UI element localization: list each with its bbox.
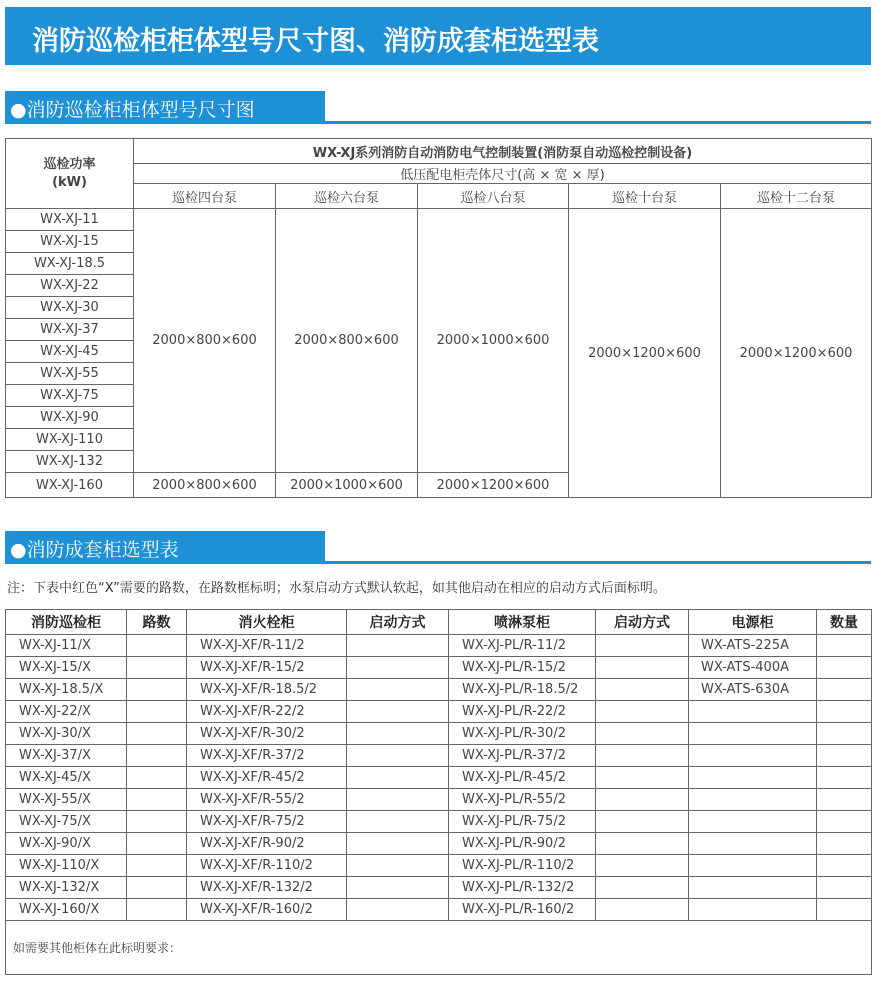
input-cell[interactable] bbox=[347, 855, 449, 877]
input-cell[interactable] bbox=[596, 899, 689, 921]
model-cell: WX-XJ-160/X bbox=[6, 899, 127, 921]
column-header-cell: 启动方式 bbox=[347, 610, 449, 635]
input-cell[interactable] bbox=[347, 745, 449, 767]
input-cell[interactable] bbox=[817, 679, 872, 701]
table-row bbox=[6, 679, 872, 701]
model-cell: WX-XJ-45 bbox=[6, 341, 134, 363]
table-header-row bbox=[6, 184, 872, 209]
power-header-cell: 巡检功率 (kW) bbox=[6, 139, 134, 209]
column-header-cell: 启动方式 bbox=[596, 610, 689, 635]
table-row bbox=[6, 811, 872, 833]
column-header-cell: 消火栓柜 bbox=[187, 610, 347, 635]
model-cell: WX-XJ-18.5 bbox=[6, 253, 134, 275]
model-cell: WX-XJ-90 bbox=[6, 407, 134, 429]
model-cell: WX-XJ-11 bbox=[6, 209, 134, 231]
size-cell: 2000×1000×600 bbox=[276, 473, 418, 498]
model-cell: WX-XJ-110 bbox=[6, 429, 134, 451]
input-cell[interactable] bbox=[817, 701, 872, 723]
size-cell: 2000×800×600 bbox=[134, 473, 276, 498]
model-cell: WX-XJ-PL/R-11/2 bbox=[449, 635, 596, 657]
column-header-cell: 电源柜 bbox=[689, 610, 817, 635]
column-header-cell: 巡检八台泵 bbox=[418, 184, 569, 209]
input-cell[interactable] bbox=[817, 657, 872, 679]
section-divider bbox=[5, 121, 871, 124]
table-row bbox=[6, 209, 872, 231]
model-cell: WX-XJ-PL/R-37/2 bbox=[449, 745, 596, 767]
dimension-header-cell: 低压配电柜壳体尺寸(高 × 宽 × 厚) bbox=[134, 164, 872, 184]
input-cell[interactable] bbox=[596, 723, 689, 745]
model-cell: WX-XJ-PL/R-45/2 bbox=[449, 767, 596, 789]
model-cell: WX-ATS-225A bbox=[689, 635, 817, 657]
model-cell: WX-XJ-XF/R-160/2 bbox=[187, 899, 347, 921]
model-cell: WX-ATS-630A bbox=[689, 679, 817, 701]
input-cell[interactable] bbox=[596, 745, 689, 767]
input-cell[interactable] bbox=[596, 811, 689, 833]
section-divider bbox=[5, 561, 871, 564]
input-cell[interactable] bbox=[127, 789, 187, 811]
model-cell: WX-XJ-XF/R-30/2 bbox=[187, 723, 347, 745]
model-cell: WX-XJ-XF/R-75/2 bbox=[187, 811, 347, 833]
size-cell: 2000×800×600 bbox=[276, 209, 418, 473]
input-cell[interactable] bbox=[596, 877, 689, 899]
input-cell[interactable] bbox=[596, 833, 689, 855]
input-cell[interactable] bbox=[347, 679, 449, 701]
input-cell[interactable] bbox=[817, 899, 872, 921]
size-cell: 2000×1200×600 bbox=[569, 209, 721, 498]
table-row bbox=[6, 899, 872, 921]
column-header-cell: 巡检十二台泵 bbox=[721, 184, 872, 209]
table-row bbox=[6, 855, 872, 877]
input-cell[interactable] bbox=[127, 679, 187, 701]
input-cell[interactable] bbox=[347, 701, 449, 723]
input-cell[interactable] bbox=[347, 833, 449, 855]
input-cell[interactable] bbox=[817, 811, 872, 833]
model-cell: WX-XJ-55 bbox=[6, 363, 134, 385]
model-cell: WX-XJ-37 bbox=[6, 319, 134, 341]
model-cell: WX-XJ-XF/R-132/2 bbox=[187, 877, 347, 899]
input-cell[interactable] bbox=[347, 635, 449, 657]
table-title-cell: WX-XJ系列消防自动消防电气控制装置(消防泵自动巡检控制设备) bbox=[134, 139, 872, 164]
input-cell[interactable] bbox=[596, 635, 689, 657]
model-cell: WX-XJ-160 bbox=[6, 473, 134, 498]
size-cell: 2000×800×600 bbox=[134, 209, 276, 473]
model-cell: WX-XJ-132 bbox=[6, 451, 134, 473]
table-row bbox=[6, 723, 872, 745]
section-title-selection: ●消防成套柜选型表 bbox=[10, 539, 179, 561]
model-cell bbox=[689, 855, 817, 877]
requirement-cell[interactable]: 如需要其他柜体在此标明要求： bbox=[6, 921, 872, 975]
input-cell[interactable] bbox=[347, 767, 449, 789]
model-cell: WX-XJ-15 bbox=[6, 231, 134, 253]
input-cell[interactable] bbox=[127, 811, 187, 833]
section-title-dimensions: ●消防巡检柜柜体型号尺寸图 bbox=[10, 99, 255, 121]
column-header-cell: 消防巡检柜 bbox=[6, 610, 127, 635]
model-cell bbox=[689, 833, 817, 855]
table-row bbox=[6, 657, 872, 679]
input-cell[interactable] bbox=[817, 855, 872, 877]
model-cell: WX-XJ-18.5/X bbox=[6, 679, 127, 701]
input-cell[interactable] bbox=[127, 899, 187, 921]
model-cell: WX-XJ-PL/R-75/2 bbox=[449, 811, 596, 833]
input-cell[interactable] bbox=[817, 789, 872, 811]
input-cell[interactable] bbox=[347, 657, 449, 679]
model-cell bbox=[689, 899, 817, 921]
model-cell: WX-XJ-PL/R-110/2 bbox=[449, 855, 596, 877]
section-header-selection bbox=[5, 531, 325, 563]
input-cell[interactable] bbox=[127, 701, 187, 723]
model-cell: WX-XJ-45/X bbox=[6, 767, 127, 789]
input-cell[interactable] bbox=[817, 635, 872, 657]
selection-table bbox=[5, 609, 872, 975]
model-cell: WX-XJ-PL/R-132/2 bbox=[449, 877, 596, 899]
model-cell: WX-XJ-XF/R-15/2 bbox=[187, 657, 347, 679]
input-cell[interactable] bbox=[127, 855, 187, 877]
table-row bbox=[6, 767, 872, 789]
model-cell: WX-XJ-132/X bbox=[6, 877, 127, 899]
model-cell: WX-XJ-30 bbox=[6, 297, 134, 319]
model-cell bbox=[689, 701, 817, 723]
column-header-cell: 数量 bbox=[817, 610, 872, 635]
model-cell: WX-XJ-XF/R-11/2 bbox=[187, 635, 347, 657]
input-cell[interactable] bbox=[596, 789, 689, 811]
model-cell: WX-XJ-PL/R-55/2 bbox=[449, 789, 596, 811]
input-cell[interactable] bbox=[127, 635, 187, 657]
model-cell: WX-XJ-15/X bbox=[6, 657, 127, 679]
input-cell[interactable] bbox=[347, 723, 449, 745]
model-cell: WX-XJ-PL/R-15/2 bbox=[449, 657, 596, 679]
input-cell[interactable] bbox=[817, 723, 872, 745]
model-cell: WX-XJ-PL/R-22/2 bbox=[449, 701, 596, 723]
input-cell[interactable] bbox=[127, 877, 187, 899]
input-cell[interactable] bbox=[127, 723, 187, 745]
input-cell[interactable] bbox=[817, 833, 872, 855]
model-cell: WX-XJ-XF/R-110/2 bbox=[187, 855, 347, 877]
model-cell: WX-XJ-PL/R-18.5/2 bbox=[449, 679, 596, 701]
model-cell: WX-XJ-22/X bbox=[6, 701, 127, 723]
input-cell[interactable] bbox=[817, 877, 872, 899]
model-cell bbox=[689, 745, 817, 767]
table-row bbox=[6, 635, 872, 657]
model-cell: WX-XJ-75/X bbox=[6, 811, 127, 833]
column-header-cell: 路数 bbox=[127, 610, 187, 635]
model-cell: WX-ATS-400A bbox=[689, 657, 817, 679]
model-cell bbox=[689, 877, 817, 899]
model-cell: WX-XJ-XF/R-37/2 bbox=[187, 745, 347, 767]
size-cell: 2000×1200×600 bbox=[721, 209, 872, 498]
input-cell[interactable] bbox=[817, 745, 872, 767]
selection-note: 注：下表中红色“X”需要的路数，在路数框标明；水泵启动方式默认软起，如其他启动在相应的启动方式后面标明。 bbox=[7, 581, 666, 596]
model-cell bbox=[689, 811, 817, 833]
model-cell: WX-XJ-XF/R-22/2 bbox=[187, 701, 347, 723]
table-header-row bbox=[6, 610, 872, 635]
requirement-row bbox=[6, 921, 872, 975]
model-cell: WX-XJ-PL/R-30/2 bbox=[449, 723, 596, 745]
input-cell[interactable] bbox=[596, 701, 689, 723]
size-cell: 2000×1200×600 bbox=[418, 473, 569, 498]
model-cell: WX-XJ-XF/R-55/2 bbox=[187, 789, 347, 811]
input-cell[interactable] bbox=[596, 767, 689, 789]
dimension-table bbox=[5, 138, 872, 498]
model-cell: WX-XJ-90/X bbox=[6, 833, 127, 855]
model-cell: WX-XJ-37/X bbox=[6, 745, 127, 767]
model-cell: WX-XJ-75 bbox=[6, 385, 134, 407]
input-cell[interactable] bbox=[127, 745, 187, 767]
model-cell: WX-XJ-XF/R-18.5/2 bbox=[187, 679, 347, 701]
input-cell[interactable] bbox=[127, 833, 187, 855]
model-cell: WX-XJ-22 bbox=[6, 275, 134, 297]
table-row bbox=[6, 877, 872, 899]
input-cell[interactable] bbox=[347, 877, 449, 899]
input-cell[interactable] bbox=[347, 899, 449, 921]
model-cell: WX-XJ-PL/R-160/2 bbox=[449, 899, 596, 921]
model-cell: WX-XJ-11/X bbox=[6, 635, 127, 657]
column-header-cell: 巡检十台泵 bbox=[569, 184, 721, 209]
model-cell: WX-XJ-55/X bbox=[6, 789, 127, 811]
model-cell bbox=[689, 723, 817, 745]
input-cell[interactable] bbox=[596, 657, 689, 679]
input-cell[interactable] bbox=[596, 855, 689, 877]
page-banner bbox=[5, 7, 871, 65]
input-cell[interactable] bbox=[817, 767, 872, 789]
model-cell bbox=[689, 767, 817, 789]
section-header-dimensions bbox=[5, 91, 325, 123]
table-header-row bbox=[6, 164, 872, 184]
column-header-cell: 喷淋泵柜 bbox=[449, 610, 596, 635]
table-row bbox=[6, 833, 872, 855]
column-header-cell: 巡检六台泵 bbox=[276, 184, 418, 209]
input-cell[interactable] bbox=[127, 767, 187, 789]
input-cell[interactable] bbox=[596, 679, 689, 701]
model-cell: WX-XJ-30/X bbox=[6, 723, 127, 745]
model-cell: WX-XJ-XF/R-45/2 bbox=[187, 767, 347, 789]
table-row bbox=[6, 701, 872, 723]
model-cell: WX-XJ-XF/R-90/2 bbox=[187, 833, 347, 855]
size-cell: 2000×1000×600 bbox=[418, 209, 569, 473]
table-header-row bbox=[6, 139, 872, 164]
table-row bbox=[6, 745, 872, 767]
page-title: 消防巡检柜柜体型号尺寸图、消防成套柜选型表 bbox=[32, 26, 599, 57]
input-cell[interactable] bbox=[127, 657, 187, 679]
model-cell: WX-XJ-PL/R-90/2 bbox=[449, 833, 596, 855]
input-cell[interactable] bbox=[347, 789, 449, 811]
column-header-cell: 巡检四台泵 bbox=[134, 184, 276, 209]
model-cell: WX-XJ-110/X bbox=[6, 855, 127, 877]
input-cell[interactable] bbox=[347, 811, 449, 833]
table-row bbox=[6, 789, 872, 811]
model-cell bbox=[689, 789, 817, 811]
